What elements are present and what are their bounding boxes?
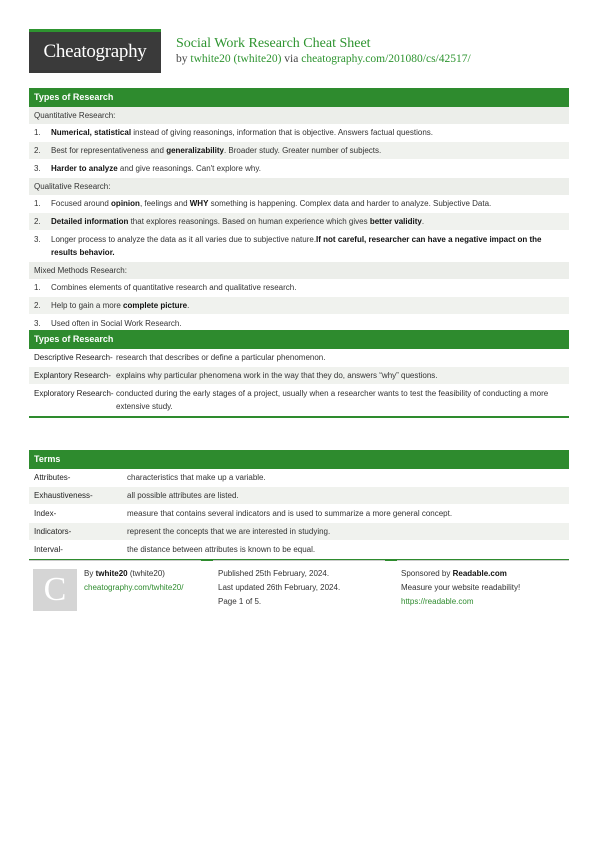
footer-divider xyxy=(213,560,385,561)
definition-cell: characteristics that make up a variable. xyxy=(127,473,266,482)
section-heading: Types of Research xyxy=(29,330,569,349)
updated-date: Last updated 26th February, 2024. xyxy=(218,583,341,592)
page-title: Social Work Research Cheat Sheet xyxy=(176,36,371,51)
item-text: Harder to analyze and give reasonings. Can't explore why. xyxy=(51,164,261,173)
term-cell: Index- xyxy=(34,509,57,518)
item-number: 2. xyxy=(34,217,41,226)
term-cell: Exhaustiveness- xyxy=(34,491,93,500)
definition-cell: explains why particular phenomena work in the way that they do, answers “why” questions. xyxy=(116,371,438,380)
term-cell: Indicators- xyxy=(34,527,72,536)
item-text: Detailed information that explores reasonings. Based on human experience which gives better validity. xyxy=(51,217,425,226)
item-number: 1. xyxy=(34,283,41,292)
group-label: Qualitative Research: xyxy=(29,178,569,195)
author-profile-link[interactable]: cheatography.com/twhite20/ xyxy=(84,583,184,592)
section-heading: Types of Research xyxy=(29,88,569,107)
item-number: 2. xyxy=(34,146,41,155)
section-types-of-research-1 xyxy=(29,88,569,335)
term-cell: Attributes- xyxy=(34,473,71,482)
item-text: Used often in Social Work Research. xyxy=(51,319,182,328)
section-types-of-research-2 xyxy=(29,330,569,418)
item-text: Combines elements of quantitative research and qualitative research. xyxy=(51,283,297,292)
sheet-url-link[interactable]: cheatography.com/201080/cs/42517/ xyxy=(301,53,471,65)
footer-divider xyxy=(29,560,201,561)
list-item xyxy=(29,195,569,213)
footer-sponsor: Sponsored by Readable.com Measure your website readability! https://readable.com xyxy=(401,569,521,606)
item-number: 1. xyxy=(34,199,41,208)
byline xyxy=(176,53,471,65)
table-row xyxy=(29,367,569,385)
sponsor-link[interactable]: https://readable.com xyxy=(401,597,474,606)
list-item xyxy=(29,142,569,160)
logo-text: Cheatography xyxy=(43,41,147,62)
published-date: Published 25th February, 2024. xyxy=(218,569,330,578)
list-item xyxy=(29,297,569,315)
definition-cell: measure that contains several indicators and is used to summarize a more general concept. xyxy=(127,509,453,518)
item-text: Numerical, statistical instead of giving reasonings, information that is objective. Answers factual questions. xyxy=(51,128,433,137)
author-link[interactable]: twhite20 (twhite20) xyxy=(190,53,282,65)
term-cell: Explantory Research- xyxy=(34,371,111,380)
section-terms xyxy=(29,450,569,561)
cheatography-c-logo: C xyxy=(33,569,77,611)
table-row xyxy=(29,523,569,541)
table-row xyxy=(29,487,569,505)
table-row xyxy=(29,505,569,523)
item-number: 1. xyxy=(34,128,41,137)
definition-cell: research that describes or define a particular phenomenon. xyxy=(116,353,326,362)
item-number: 3. xyxy=(34,235,41,244)
cheatography-logo[interactable] xyxy=(29,29,161,73)
item-number: 2. xyxy=(34,301,41,310)
term-cell: Interval- xyxy=(34,545,63,554)
definition-cell: all possible attributes are listed. xyxy=(127,491,239,500)
table-row xyxy=(29,541,569,559)
item-text: Best for representativeness and generalizability. Broader study. Greater number of subjects. xyxy=(51,146,382,155)
table-row xyxy=(29,469,569,487)
footer-divider xyxy=(397,560,569,561)
sponsor-tagline: Measure your website readability! xyxy=(401,583,521,592)
definition-cell: the distance between attributes is known to be equal. xyxy=(127,545,316,554)
term-cell: Descriptive Research- xyxy=(34,353,113,362)
footer-author: By twhite20 (twhite20) cheatography.com/twhite20/ xyxy=(84,569,184,592)
by-label: by xyxy=(176,53,188,65)
item-text: Focused around opinion, feelings and WHY something is happening. Complex data and harder to analyze. Subjective Data. xyxy=(51,199,492,208)
item-text: Longer process to analyze the data as it all varies due to subjective nature.If not careful, researcher can have a negative impact on the results behavior. xyxy=(51,235,542,257)
item-text: Help to gain a more complete picture. xyxy=(51,301,190,310)
group-label: Quantitative Research: xyxy=(29,107,569,124)
page-number: Page 1 of 5. xyxy=(218,597,262,606)
table-row xyxy=(29,385,569,416)
table-row xyxy=(29,349,569,367)
section-heading: Terms xyxy=(29,450,569,469)
list-item xyxy=(29,124,569,142)
list-item xyxy=(29,279,569,297)
item-number: 3. xyxy=(34,164,41,173)
list-item xyxy=(29,231,569,262)
definition-cell: conducted during the early stages of a project, usually when a researcher wants to test the feasibility of conducting a more extensive study. xyxy=(116,389,549,411)
group-label: Mixed Methods Research: xyxy=(29,262,569,279)
item-number: 3. xyxy=(34,319,41,328)
list-item xyxy=(29,160,569,178)
term-cell: Exploratory Research- xyxy=(34,389,114,398)
list-item xyxy=(29,213,569,231)
footer-dates xyxy=(218,567,340,609)
definition-cell: represent the concepts that we are interested in studying. xyxy=(127,527,331,536)
via-label: via xyxy=(284,53,299,65)
footer xyxy=(29,560,569,620)
